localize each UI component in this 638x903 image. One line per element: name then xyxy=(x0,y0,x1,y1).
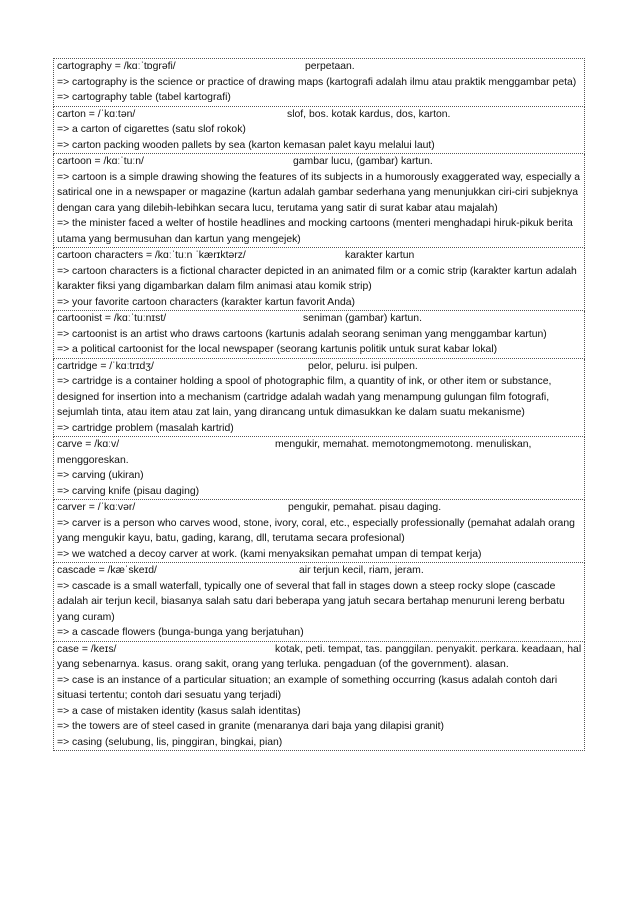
entry-example-line: => cartridge problem (masalah kartrid) xyxy=(57,422,234,434)
entry-headword: cascade = /kæˈskeɪd/ xyxy=(57,565,157,576)
entry-gloss: pelor, peluru. isi pulpen. xyxy=(308,360,418,372)
dictionary-entry xyxy=(53,437,585,500)
entry-headword: carve = /kɑːv/ xyxy=(57,439,120,450)
entry-example-line: => the towers are of steel cased in granite (menaranya dari baja yang dilapisi granit) xyxy=(57,721,444,732)
dictionary-entry xyxy=(53,642,585,752)
entry-example-line: => cartoon is a simple drawing showing the features of its subjects in a humorously exaggerated way, especially a satirical one in a newspaper or magazine (kartun adalah gambar sederhana yang menunjukkan ciri-ciri subjeknya dengan cara yang dilebih-lebihkan secara lucu, terutama yang satir di surat kabar atau majalah) xyxy=(57,171,581,214)
entry-example-line: => a political cartoonist for the local newspaper (seorang kartunis politik untuk surat kabar lokal) xyxy=(57,344,498,355)
entry-example-line: => cartography table (tabel kartografi) xyxy=(57,92,231,103)
entry-headline xyxy=(57,437,582,468)
entry-example-line: => we watched a decoy carver at work. (kami menyaksikan pemahat umpan di tempat kerja) xyxy=(57,548,482,560)
entry-example-line: => cartoon characters is a fictional character depicted in an animated film or a comic strip (karakter kartun adalah karakter fiksi yang digambarkan dalam film animasi atau komik strip) xyxy=(57,265,577,292)
entry-gloss: seniman (gambar) kartun. xyxy=(303,313,422,324)
entry-gloss: kotak, peti. tempat, tas. panggilan. penyakit. perkara. keadaan, hal yang sebenarnya. kasus. orang sakit, orang yang terluka. pengaduan (of the government). alasan. xyxy=(57,643,582,670)
entry-gloss: air terjun kecil, riam, jeram. xyxy=(299,565,424,576)
dictionary-entry xyxy=(53,58,585,107)
entry-example-line: => cascade is a small waterfall, typically one of several that fall in stages down a steep rocky slope (cascade adalah air terjun kecil, biasanya salah satu dari beberapa yang jatuh secara bertahap menuruni lereng berbatu yang curam) xyxy=(57,580,565,623)
entry-example-line: => a case of mistaken identity (kasus salah identitas) xyxy=(57,705,301,717)
entry-example-line: => carver is a person who carves wood, stone, ivory, coral, etc., especially professionally (pemahat adalah orang yang mengukir kayu, batu, gading, karang, dll, terutama secara profesional) xyxy=(57,517,575,544)
entry-example-line: => cartoonist is an artist who draws cartoons (kartunis adalah seorang seniman yang menggambar kartun) xyxy=(57,328,547,340)
entry-example-line: => carving (ukiran) xyxy=(57,470,144,481)
entry-example-line: => carving knife (pisau daging) xyxy=(57,485,200,497)
entry-gloss: mengukir, memahat. memotongmemotong. menuliskan, menggoreskan. xyxy=(57,439,532,466)
entry-headword: cartography = /kɑːˈtɒgrəfi/ xyxy=(57,61,176,72)
entry-headword: case = /keɪs/ xyxy=(57,643,117,655)
entry-gloss: pengukir, pemahat. pisau daging. xyxy=(288,502,442,513)
dictionary-entry xyxy=(53,154,585,248)
entry-gloss: perpetaan. xyxy=(305,61,355,72)
entry-headword: carver = /ˈkɑːvər/ xyxy=(57,502,136,513)
entry-example-line: => carton packing wooden pallets by sea (karton kemasan palet kayu melalui laut) xyxy=(57,139,435,151)
dictionary-entry xyxy=(53,311,585,359)
entry-headword: cartoon characters = /kɑːˈtuːn ˈkærɪktərz/ xyxy=(57,250,246,261)
entry-headline xyxy=(57,59,582,75)
entry-headline xyxy=(57,563,582,579)
dictionary-page xyxy=(53,58,585,751)
entry-headword: cartoon = /kɑːˈtuːn/ xyxy=(57,156,144,167)
entry-gloss: slof, bos. kotak kardus, dos, karton. xyxy=(287,108,451,120)
entry-example-line: => the minister faced a welter of hostile headlines and mocking cartoons (menteri menghadapi hiruk-pikuk berita utama yang bermusuhan dan kartun yang mengejek) xyxy=(57,218,573,245)
entry-gloss: karakter kartun xyxy=(345,250,415,261)
entry-headline xyxy=(57,359,582,375)
entry-example-line: => a cascade flowers (bunga-bunga yang berjatuhan) xyxy=(57,627,304,638)
entry-headword: cartridge = /ˈkɑːtrɪdʒ/ xyxy=(57,360,154,372)
dictionary-entry xyxy=(53,248,585,311)
entry-headline xyxy=(57,642,582,673)
entry-headline xyxy=(57,154,582,170)
entry-example-line: => a carton of cigarettes (satu slof rokok) xyxy=(57,124,246,135)
entry-headline xyxy=(57,311,582,327)
entry-example-line: => your favorite cartoon characters (karakter kartun favorit Anda) xyxy=(57,296,356,308)
entry-headline xyxy=(57,248,582,264)
entry-example-line: => case is an instance of a particular situation; an example of something occurring (kasus adalah contoh dari situasi tertentu; contoh dari sesuatu yang terjadi) xyxy=(57,674,558,701)
entry-example-line: => casing (selubung, lis, pinggiran, bingkai, pian) xyxy=(57,736,283,748)
dictionary-entry xyxy=(53,500,585,563)
dictionary-entry xyxy=(53,359,585,438)
entry-headword: cartoonist = /kɑːˈtuːnɪst/ xyxy=(57,313,167,324)
entry-example-line: => cartography is the science or practice of drawing maps (kartografi adalah ilmu atau praktik menggambar peta) xyxy=(57,76,577,88)
entry-headline xyxy=(57,107,582,123)
entry-gloss: gambar lucu, (gambar) kartun. xyxy=(293,156,433,167)
dictionary-entry xyxy=(53,563,585,642)
entry-headline xyxy=(57,500,582,516)
entry-headword: carton = /ˈkɑːtən/ xyxy=(57,108,136,120)
entry-example-line: => cartridge is a container holding a spool of photographic film, a quantity of ink, or other item or substance, designed for insertion into a mechanism (cartridge adalah wadah yang menampung gulungan film fotografi, sejumlah tinta, atau item atau zat lain, yang dirancang untuk dimasukkan ke dalam suatu mekanisme) xyxy=(57,376,552,418)
dictionary-entry xyxy=(53,107,585,155)
